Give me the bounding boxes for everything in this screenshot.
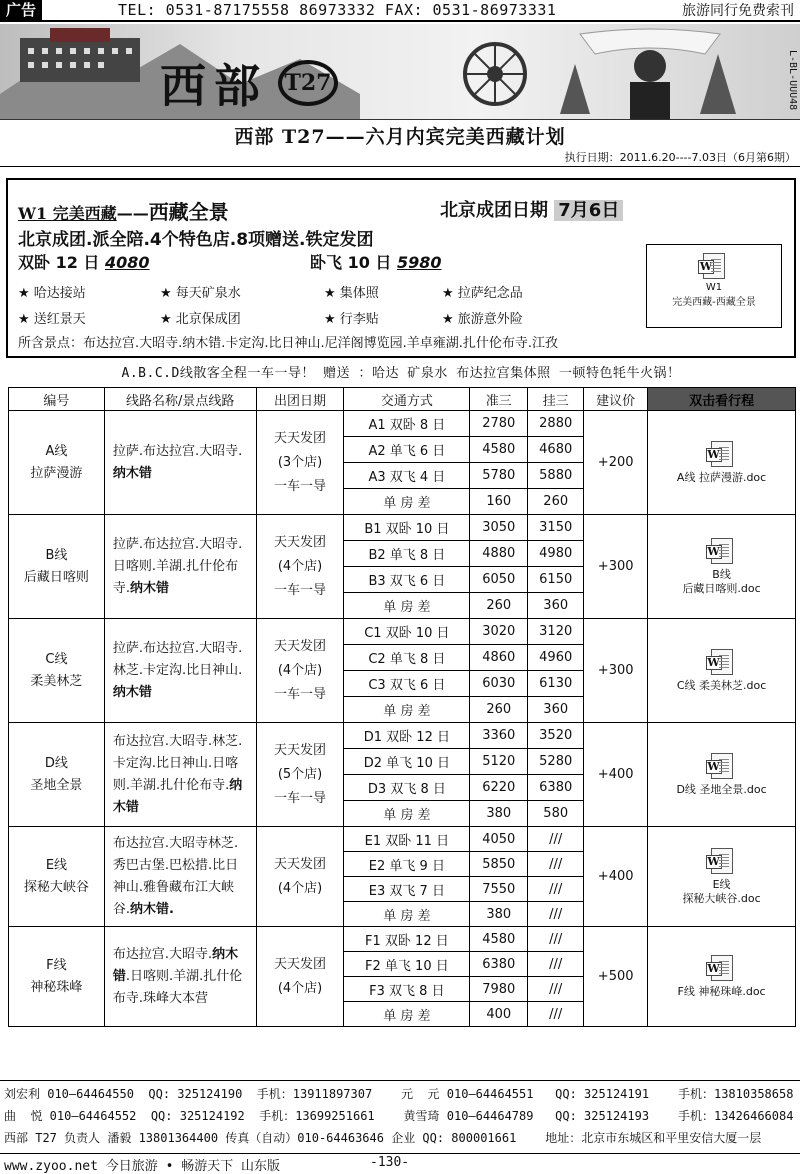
w1-price1-label: 双卧 12 日 [18,253,100,272]
header-view-itinerary: 双击看行程 [648,388,796,411]
word-doc-icon [711,955,733,981]
w1-scenic-spots: 所含景点：布达拉宫.大昭寺.纳木错.卡定沟.比日神山.尼洋阁博览园.羊卓雍湖.扎什伦布寺.江孜 [18,336,559,351]
price-hang3-cell: 5880 [528,463,584,489]
price-std3-cell: 4880 [470,541,528,567]
itinerary-doc-link[interactable] [648,827,796,927]
price-std3-cell: 6220 [470,775,528,801]
suggest-price-cell: +300 [584,619,648,723]
price-std3-cell: 5120 [470,749,528,775]
header-departure: 出团日期 [256,388,344,411]
price-std3-cell: 380 [470,801,528,827]
transport-cell: 单 房 差 [344,902,470,927]
route-code: B线 [45,547,68,563]
brand-t-letter: T [284,70,301,96]
w1-name: W1 完美西藏 [18,204,117,223]
transport-cell: 单 房 差 [344,801,470,827]
itinerary-doc-name: D线 圣地全景.doc [676,782,767,796]
route-spots-highlight: 纳木错. [129,901,174,917]
bottom-bar [0,1153,800,1172]
route-spots-cell [104,515,256,619]
route-name: 柔美林芝 [30,673,83,689]
w1-price2: 5980 [397,253,442,272]
route-spots-cell [104,723,256,827]
word-doc-icon [711,753,733,779]
stupa-shape [560,64,590,114]
itinerary-doc-link[interactable] [648,515,796,619]
itinerary-doc-link[interactable] [648,927,796,1027]
transport-cell: E1 双卧 11 日 [344,827,470,852]
departure-freq: 天天发团 [274,856,327,872]
table-row [9,515,796,541]
price-hang3-cell: 4980 [528,541,584,567]
route-spots: 拉萨.布达拉宫.大昭寺. [112,443,243,459]
feature-item: ★ 哈达接站 [18,286,86,301]
price-std3-cell: 6050 [470,567,528,593]
departure-shops: (4个店) [277,662,323,678]
price-hang3-cell: 360 [528,697,584,723]
departure-freq: 天天发团 [274,534,327,550]
transport-cell: C3 双飞 6 日 [344,671,470,697]
suggest-price-cell: +400 [584,723,648,827]
w1-price2-label: 卧飞 10 日 [310,253,392,272]
brand-text: 西部 [160,59,268,113]
divider [0,1080,800,1081]
price-std3-cell: 2780 [470,411,528,437]
contact-row: 曲 悦 010—64464552 QQ: 325124192 手机：13699251661 黄雪琦 010—64464789 QQ: 325124193 手机：13426466084 [4,1109,794,1123]
table-row [9,827,796,852]
brand-logo [160,50,338,116]
w1-description: 北京成团.派全陪.4个特色店.8项赠送.铁定发团 [18,230,374,250]
route-code: F线 [46,957,67,973]
departure-shops: (4个店) [277,980,323,996]
w1-departure [440,196,623,222]
price-hang3-cell: 360 [528,593,584,619]
brand-t-logo [278,60,338,106]
price-hang3-cell: /// [528,877,584,902]
route-code-cell [9,411,105,515]
side-code: L-BL-UUU48 [787,50,798,111]
price-std3-cell: 380 [470,902,528,927]
price-std3-cell: 3050 [470,515,528,541]
w1-doc-line1: W1 [705,282,723,293]
header-hang3: 挂三 [528,388,584,411]
itinerary-doc-link[interactable] [648,411,796,515]
departure-cell [256,515,344,619]
route-spots-highlight: 纳木错 [112,946,239,984]
w1-sep: —— [116,204,149,223]
route-code: E线 [45,857,68,873]
departure-cell [256,723,344,827]
transport-cell: E2 单飞 9 日 [344,852,470,877]
table-row [9,619,796,645]
header-std3: 准三 [470,388,528,411]
w1-itinerary-doc[interactable] [646,244,782,328]
suggest-price-cell: +300 [584,515,648,619]
table-row [9,723,796,749]
w1-price1: 4080 [105,253,150,272]
contact-line: TEL: 0531-87175558 86973332 FAX: 0531-86973331 [118,1,557,19]
departure-guide: 一车一导 [274,790,327,806]
departure-freq: 天天发团 [274,956,327,972]
departure-cell [256,619,344,723]
route-name: 神秘珠峰 [30,979,83,995]
price-hang3-cell: /// [528,952,584,977]
transport-cell: A1 双卧 8 日 [344,411,470,437]
transport-cell: A2 单飞 6 日 [344,437,470,463]
table-row [9,927,796,952]
price-hang3-cell: /// [528,927,584,952]
palace-shape [20,38,140,82]
transport-cell: D2 单飞 10 日 [344,749,470,775]
price-std3-cell: 4050 [470,827,528,852]
feature-item: ★ 行李贴 [324,312,379,327]
route-spots: 拉萨.布达拉宫.大昭寺.林芝.卡定沟.比日神山. [112,640,243,678]
promo-banner: A.B.C.D线散客全程一车一导！ 赠送 ：哈达 矿泉水 布达拉宫集体照 一顿特色牦牛火锅！ [121,366,681,381]
feature-item: ★ 集体照 [324,286,379,301]
route-code-cell [9,927,105,1027]
route-spots: 布达拉宫.大昭寺林芝.秀巴古堡.巴松措.比日神山.雅鲁藏布江大峡谷. [112,835,239,917]
feature-item: ★ 送红景天 [18,312,86,327]
w1-doc-line2: 完美西藏-西藏全景 [672,297,756,308]
departure-guide: 一车一导 [274,686,327,702]
departure-cell [256,927,344,1027]
suggest-price-cell: +500 [584,927,648,1027]
price-std3-cell: 4860 [470,645,528,671]
price-std3-cell: 260 [470,697,528,723]
price-hang3-cell: 3150 [528,515,584,541]
route-spots-highlight: 纳木错 [112,465,152,481]
transport-cell: 单 房 差 [344,593,470,619]
price-hang3-cell: 3120 [528,619,584,645]
price-hang3-cell: 580 [528,801,584,827]
price-hang3-cell: /// [528,977,584,1002]
route-code: D线 [44,755,68,771]
feature-item: ★ 北京保成团 [160,312,241,327]
itinerary-doc-link[interactable] [648,723,796,827]
transport-cell: D1 双卧 12 日 [344,723,470,749]
route-spots-tail: .日喀则.羊湖.扎什伦布寺.珠峰大本营 [112,968,243,1006]
route-code-cell [9,515,105,619]
departure-shops: (3个店) [277,454,323,470]
transport-cell: 单 房 差 [344,489,470,515]
price-std3-cell: 3360 [470,723,528,749]
transport-cell: A3 双飞 4 日 [344,463,470,489]
routes-table [8,387,796,1027]
route-name: 后藏日喀则 [23,569,89,585]
price-hang3-cell: 6380 [528,775,584,801]
transport-cell: E3 双飞 7 日 [344,877,470,902]
price-hang3-cell: /// [528,827,584,852]
header-code: 编号 [9,388,105,411]
route-spots-highlight: 纳木错 [112,684,152,700]
transport-cell: D3 双飞 8 日 [344,775,470,801]
feature-item: ★ 拉萨纪念品 [442,286,523,301]
itinerary-doc-name: B线 后藏日喀则.doc [682,567,761,595]
route-spots-cell [104,927,256,1027]
header-transport: 交通方式 [344,388,470,411]
route-code: A线 [45,443,68,459]
price-std3-cell: 260 [470,593,528,619]
word-doc-icon [711,538,733,564]
itinerary-doc-name: F线 神秘珠峰.doc [677,984,766,998]
w1-date-label: 北京成团日期 [440,200,548,221]
price-std3-cell: 7980 [470,977,528,1002]
price-std3-cell: 400 [470,1002,528,1027]
route-spots-highlight: 纳木错 [129,580,169,596]
header-suggest-price: 建议价 [584,388,648,411]
route-spots: 布达拉宫.大昭寺.林芝.卡定沟.比日神山.日喀则.羊湖.扎什伦布寺. [112,733,243,793]
transport-cell: C1 双卧 10 日 [344,619,470,645]
price-std3-cell: 6380 [470,952,528,977]
transport-cell: 单 房 差 [344,1002,470,1027]
transport-cell: B3 双飞 6 日 [344,567,470,593]
itinerary-doc-name: E线 探秘大峡谷.doc [682,877,761,905]
departure-freq: 天天发团 [274,430,327,446]
price-hang3-cell: /// [528,1002,584,1027]
transport-cell: C2 单飞 8 日 [344,645,470,671]
free-magazine-label: 旅游同行免费索刊 [682,3,794,19]
suggest-price-cell: +400 [584,827,648,927]
table-row [9,411,796,437]
top-bar [0,0,800,22]
ad-tag: 广告 [0,0,42,21]
banner [0,24,800,120]
route-code: C线 [45,651,68,667]
feature-item: ★ 旅游意外险 [442,312,523,327]
itinerary-doc-link[interactable] [648,619,796,723]
word-doc-icon [711,441,733,467]
w1-price-sleeper [18,250,150,273]
suggest-price-cell: +200 [584,411,648,515]
w1-heading [18,196,229,225]
divider [0,166,800,167]
word-doc-icon [711,649,733,675]
contact-row: 西部 T27 负责人 潘毅 13801364400 传真（自动）010-64463646 企业 QQ: 800001661 地址：北京市东城区和平里安信大厦一层 [4,1131,762,1145]
itinerary-doc-name: A线 拉萨漫游.doc [676,470,767,484]
transport-cell: F1 双卧 12 日 [344,927,470,952]
route-code-cell [9,619,105,723]
price-hang3-cell: 260 [528,489,584,515]
price-hang3-cell: 2880 [528,411,584,437]
price-hang3-cell: 4960 [528,645,584,671]
departure-freq: 天天发团 [274,638,327,654]
word-doc-icon [711,848,733,874]
palace-top [50,28,110,42]
price-std3-cell: 5850 [470,852,528,877]
w1-price-fly [310,250,442,273]
price-hang3-cell: 6150 [528,567,584,593]
price-hang3-cell: /// [528,902,584,927]
departure-shops: (4个店) [277,880,323,896]
departure-shops: (5个店) [277,766,323,782]
banner-illustration [0,24,800,120]
table-header-row [9,388,796,411]
route-spots: 布达拉宫.大昭寺. [112,946,213,962]
departure-cell [256,827,344,927]
price-hang3-cell: 5280 [528,749,584,775]
price-std3-cell: 4580 [470,437,528,463]
site-line: www.zyoo.net 今日旅游 • 畅游天下 山东版 [4,1159,281,1174]
transport-cell: F3 双飞 8 日 [344,977,470,1002]
price-std3-cell: 160 [470,489,528,515]
price-std3-cell: 5780 [470,463,528,489]
route-code-cell [9,723,105,827]
brand-num: 27 [300,70,332,96]
contact-row: 刘宏利 010—64464550 QQ: 325124190 手机：13911897307 元 元 010—64464551 QQ: 325124191 手机：13810358658 [4,1087,794,1101]
route-name: 探秘大峡谷 [23,879,89,895]
price-hang3-cell: 3520 [528,723,584,749]
price-hang3-cell: /// [528,852,584,877]
departure-cell [256,411,344,515]
plan-title: 西部 T27——六月内宾完美西藏计划 [234,126,566,148]
price-std3-cell: 7550 [470,877,528,902]
departure-guide: 一车一导 [274,582,327,598]
itinerary-doc-name: C线 柔美林芝.doc [676,678,767,692]
feature-item: ★ 每天矿泉水 [160,286,241,301]
word-doc-icon [703,253,725,279]
route-spots-cell [104,411,256,515]
price-std3-cell: 3020 [470,619,528,645]
transport-cell: B1 双卧 10 日 [344,515,470,541]
route-name: 圣地全景 [30,777,83,793]
transport-cell: F2 单飞 10 日 [344,952,470,977]
price-hang3-cell: 4680 [528,437,584,463]
page-number: -130- [370,1155,410,1170]
price-std3-cell: 6030 [470,671,528,697]
w1-date-value: 7月6日 [554,200,623,221]
route-name: 拉萨漫游 [30,465,83,481]
transport-cell: B2 单飞 8 日 [344,541,470,567]
departure-freq: 天天发团 [274,742,327,758]
departure-shops: (4个店) [277,558,323,574]
price-hang3-cell: 6130 [528,671,584,697]
route-spots-cell [104,827,256,927]
price-std3-cell: 4580 [470,927,528,952]
header-route: 线路名称/景点线路 [104,388,256,411]
route-spots: 拉萨.布达拉宫.大昭寺.日喀则.羊湖.扎什伦布寺. [112,536,243,596]
route-code-cell [9,827,105,927]
girl-figure [634,50,666,82]
transport-cell: 单 房 差 [344,697,470,723]
departure-guide: 一车一导 [274,478,327,494]
route-spots-cell [104,619,256,723]
w1-package-box [6,178,796,358]
exec-date: 执行日期：2011.6.20----7.03日（6月第6期） [564,151,796,164]
route-spots-highlight: 纳木错 [112,777,243,815]
w1-subtitle: 西藏全景 [148,200,229,224]
